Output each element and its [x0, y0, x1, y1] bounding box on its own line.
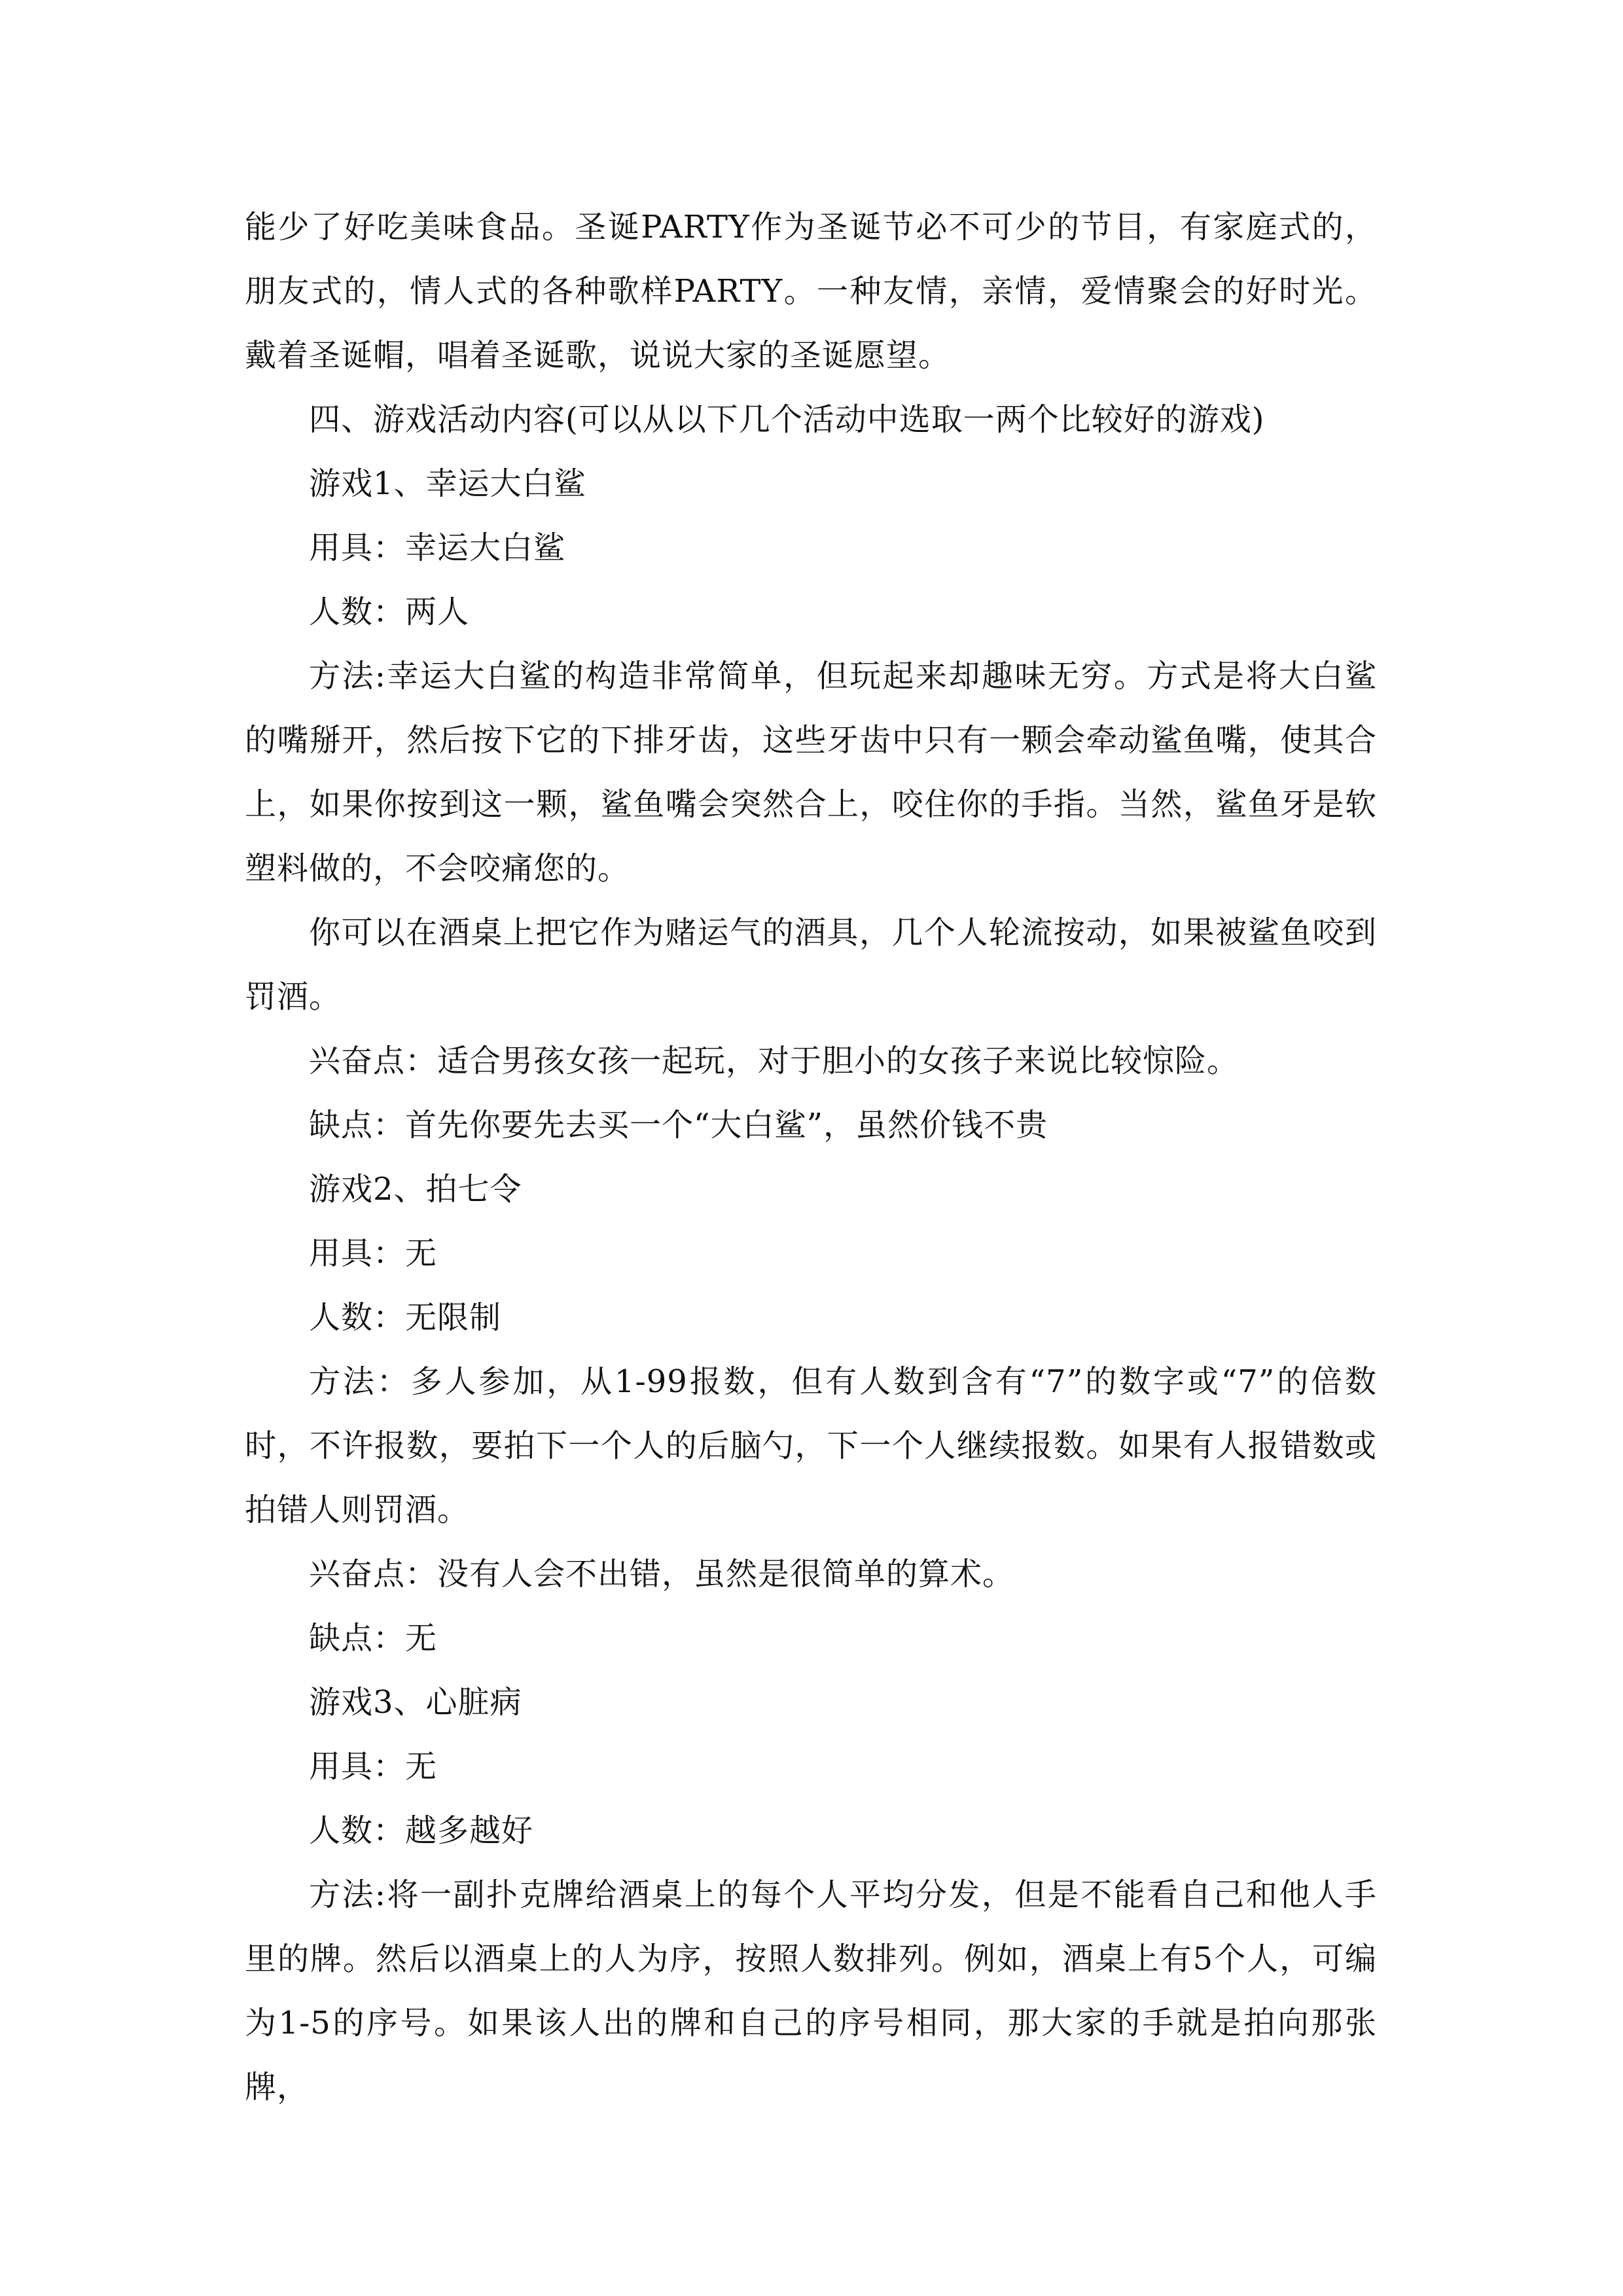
- game-3-title: 游戏3、心脏病: [309, 1684, 522, 1721]
- game-1-players: 人数：两人: [309, 594, 470, 630]
- game-2-highlight: 兴奋点：没有人会不出错，虽然是很简单的算术。: [309, 1556, 1015, 1592]
- game-1-method: 方法:幸运大白鲨的构造非常简单，但玩起来却趣味无穷。方式是将大白鲨的嘴掰开，然后按下它的下排牙齿，这些牙齿中只有一颗会牵动鲨鱼嘴，使其合上，如果你按到这一颗，鲨鱼嘴会突然合上，咬住你的手指。当然，鲨鱼牙是软塑料做的，不会咬痛您的。: [245, 658, 1377, 887]
- game-1-title: 游戏1、幸运大白鲨: [309, 465, 586, 502]
- game-1-drawback: 缺点：首先你要先去买一个“大白鲨”，虽然价钱不贵: [309, 1107, 1048, 1143]
- paragraph-1: 能少了好吃美味食品。圣诞PARTY作为圣诞节必不可少的节目，有家庭式的，朋友式的，情人式的各种歌样PARTY。一种友情，亲情，爱情聚会的好时光。戴着圣诞帽，唱着圣诞歌，说说大家的圣诞愿望。: [245, 209, 1377, 374]
- game-1-equipment: 用具：幸运大白鲨: [309, 529, 566, 566]
- game-2-method: 方法：多人参加，从1-99报数，但有人数到含有“7”的数字或“7”的倍数时，不许报数，要拍下一个人的后脑勺，下一个人继续报数。如果有人报错数或拍错人则罚酒。: [245, 1363, 1377, 1528]
- game-3-players: 人数：越多越好: [309, 1812, 534, 1849]
- section-heading-games: 四、游戏活动内容(可以从以下几个活动中选取一两个比较好的游戏): [309, 401, 1265, 438]
- game-1-highlight: 兴奋点：适合男孩女孩一起玩，对于胆小的女孩子来说比较惊险。: [309, 1043, 1240, 1079]
- game-2-drawback: 缺点：无: [309, 1620, 438, 1657]
- document-page: [245, 195, 1377, 2119]
- game-2-title: 游戏2、拍七令: [309, 1171, 522, 1208]
- game-2-players: 人数：无限制: [309, 1299, 502, 1336]
- game-3-equipment: 用具：无: [309, 1748, 438, 1785]
- game-3-method: 方法:将一副扑克牌给酒桌上的每个人平均分发，但是不能看自己和他人手里的牌。然后以酒桌上的人为序，按照人数排列。例如，酒桌上有5个人，可编为1-5的序号。如果该人出的牌和自己的序号相同，那大家的手就是拍向那张牌，: [245, 1876, 1377, 2106]
- game-1-usage: 你可以在酒桌上把它作为赌运气的酒具，几个人轮流按动，如果被鲨鱼咬到罚酒。: [245, 914, 1377, 1015]
- game-2-equipment: 用具：无: [309, 1235, 438, 1272]
